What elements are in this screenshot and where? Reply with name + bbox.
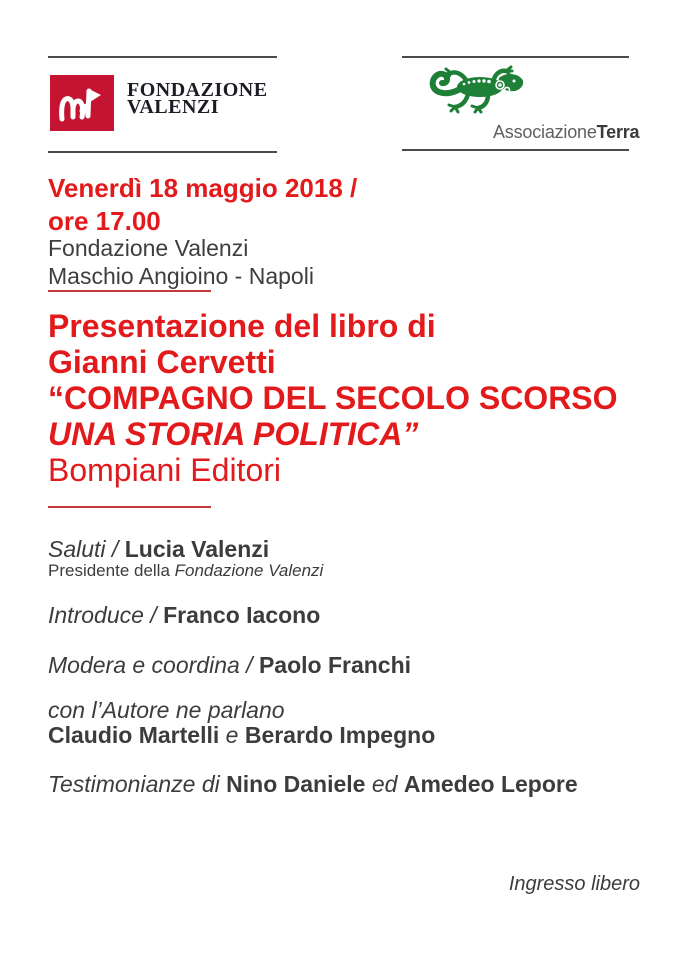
program-row-autore-intro: con l’Autore ne parlano [48, 697, 285, 723]
saluti-role: Saluti / [48, 536, 125, 562]
program-row-presidente [48, 560, 323, 581]
red-divider-bottom [48, 506, 211, 508]
terra-wordmark-bold: Terra [596, 122, 640, 142]
event-date [48, 172, 357, 238]
program-row-modera [48, 652, 411, 678]
associazione-terra-logo [428, 64, 528, 118]
autore-name2: Berardo Impegno [244, 722, 436, 748]
title-line4: UNA STORIA POLITICA” [48, 416, 419, 452]
valenzi-m-mark-icon [54, 79, 110, 127]
header-right-bottom-rule [402, 149, 629, 151]
event-venue-line1: Fondazione Valenzi [48, 235, 249, 261]
title-line3: “COMPAGNO DEL SECOLO SCORSO [48, 380, 618, 416]
event-venue [48, 234, 314, 290]
book-title [48, 308, 618, 488]
introduce-name: Franco Iacono [163, 602, 321, 628]
saluti-name: Lucia Valenzi [124, 536, 270, 562]
header-left-bottom-rule [48, 151, 277, 153]
testimonianze-conjunction: ed [365, 771, 404, 797]
event-date-line1: Venerdì 18 maggio 2018 / [48, 173, 358, 203]
autore-conjunction: e [219, 722, 245, 748]
title-line2: Gianni Cervetti [48, 344, 276, 380]
title-line1: Presentazione del libro di [48, 308, 436, 344]
presidente-org: Fondazione Valenzi [174, 561, 324, 580]
program-row-introduce [48, 602, 320, 628]
valenzi-wordmark [127, 79, 268, 118]
program-row-testimonianze [48, 771, 578, 797]
testimonianze-name1: Nino Daniele [226, 771, 366, 797]
fondazione-valenzi-logo [50, 75, 114, 131]
introduce-role: Introduce / [48, 602, 164, 628]
program-row-saluti [48, 536, 269, 562]
modera-name: Paolo Franchi [258, 652, 412, 678]
header-left-top-rule [48, 56, 277, 58]
valenzi-wordmark-line1: FONDAZIONE [127, 79, 268, 101]
event-date-line2: ore 17.00 [48, 206, 161, 236]
event-venue-line2: Maschio Angioino - Napoli [48, 263, 314, 289]
valenzi-wordmark-line2: VALENZI [127, 96, 220, 118]
testimonianze-pre: Testimonianze di [48, 771, 227, 797]
terra-wordmark-regular: Associazione [493, 122, 597, 142]
title-line5-publisher: Bompiani Editori [48, 452, 281, 488]
header-right-top-rule [402, 56, 629, 58]
terra-lizard-icon [428, 64, 528, 118]
free-entry-note: Ingresso libero [508, 873, 640, 895]
program-row-autore-names [48, 722, 435, 748]
modera-role: Modera e coordina / [48, 652, 259, 678]
autore-name1: Claudio Martelli [48, 722, 220, 748]
testimonianze-name2: Amedeo Lepore [403, 771, 578, 797]
red-divider-top [48, 290, 211, 292]
terra-wordmark [493, 122, 639, 143]
presidente-pre: Presidente della [48, 561, 175, 580]
